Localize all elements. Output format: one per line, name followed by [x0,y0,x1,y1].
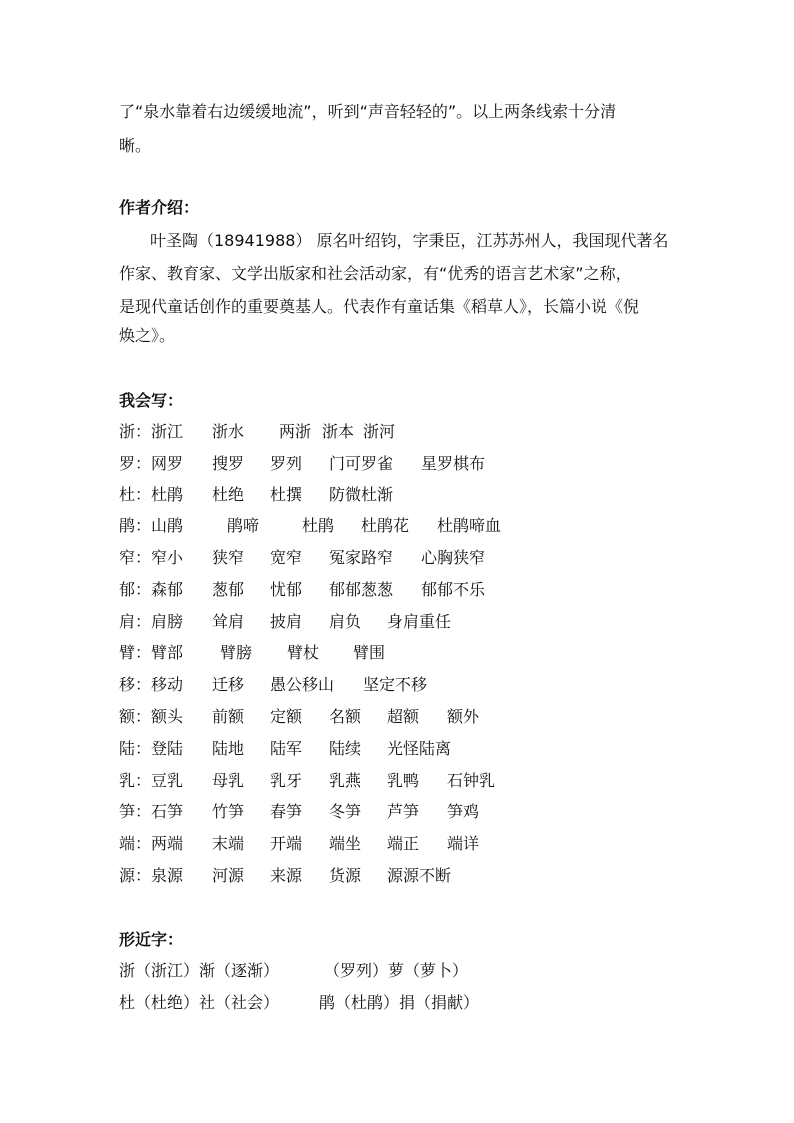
write-cell: 宽窄 [270,548,303,567]
write-cell: 两浙 [279,422,312,441]
author-line-1: 叶圣陶（18941988） 原名叶绍钧，字秉臣，江苏苏州人，我国现代著名 [150,231,669,250]
write-cell: 乳：豆乳 [119,771,184,790]
write-cell: 额外 [447,707,480,726]
write-cell: 忧郁 [270,580,303,599]
write-cell: 末端 [212,834,245,853]
write-cell: 搜罗 [212,454,245,473]
write-cell: 浙：浙江 [119,422,184,441]
write-cell: 陆军 [270,739,303,758]
write-cell: 石钟乳 [447,771,496,790]
author-line-2: 作家、教育家、文学出版家和社会活动家，有“优秀的语言艺术家”之称， [119,264,632,283]
write-cell: 臂：臂部 [119,643,184,662]
write-cell: 郁郁葱葱 [329,580,394,599]
write-cell: 杜鹃 [302,516,335,535]
write-cell: 端坐 [329,834,362,853]
write-heading: 我会写： [119,391,184,410]
write-cell: 浙本 [322,422,355,441]
write-cell: 臂围 [353,643,386,662]
write-cell: 额：额头 [119,707,184,726]
similar-cell: （罗列）萝（萝卜） [324,961,469,980]
write-cell: 鹃啼 [227,516,260,535]
similar-cell: 浙（浙江）渐（逐渐） [119,961,280,980]
write-cell: 货源 [329,866,362,885]
write-cell: 狭窄 [212,548,245,567]
write-cell: 身肩重任 [387,612,452,631]
write-cell: 杜鹃花 [361,516,410,535]
write-cell: 杜绝 [212,485,245,504]
write-cell: 肩负 [329,612,362,631]
write-cell: 陆地 [212,739,245,758]
write-cell: 罗：网罗 [119,454,184,473]
write-cell: 臂膀 [220,643,253,662]
write-cell: 星罗棋布 [421,454,486,473]
write-cell: 鹃：山鹃 [119,516,184,535]
write-cell: 笋鸡 [447,802,480,821]
write-cell: 端：两端 [119,834,184,853]
write-cell: 超额 [387,707,420,726]
write-cell: 竹笋 [212,802,245,821]
author-heading: 作者介绍： [119,198,200,217]
write-cell: 杜鹃啼血 [437,516,502,535]
write-cell: 门可罗雀 [329,454,394,473]
write-cell: 定额 [270,707,303,726]
write-cell: 来源 [270,866,303,885]
write-cell: 端详 [447,834,480,853]
write-cell: 杜：杜鹃 [119,485,184,504]
write-cell: 浙水 [212,422,245,441]
write-cell: 陆：登陆 [119,739,184,758]
write-cell: 防微杜渐 [329,485,394,504]
author-line-4: 焕之》。 [119,326,176,345]
write-cell: 坚定不移 [363,675,428,694]
write-cell: 光怪陆离 [387,739,452,758]
write-cell: 开端 [270,834,303,853]
author-line-3: 是现代童话创作的重要奠基人。代表作有童话集《稻草人》，长篇小说《倪 [119,297,640,316]
write-cell: 乳鸭 [387,771,420,790]
intro-line-1: 了“泉水靠着右边缓缓地流”，听到“声音轻轻的”。以上两条线索十分清 [119,102,617,121]
write-cell: 臂杖 [287,643,320,662]
write-cell: 窄：窄小 [119,548,184,567]
write-cell: 名额 [329,707,362,726]
write-cell: 浙河 [363,422,396,441]
write-cell: 乳燕 [329,771,362,790]
write-cell: 移：移动 [119,675,184,694]
write-cell: 迁移 [212,675,245,694]
write-cell: 罗列 [270,454,303,473]
write-cell: 愚公移山 [270,675,335,694]
write-cell: 源源不断 [387,866,452,885]
write-cell: 前额 [212,707,245,726]
similar-heading: 形近字： [119,930,184,949]
write-cell: 郁郁不乐 [421,580,486,599]
write-cell: 春笋 [270,802,303,821]
similar-cell: 杜（杜绝）社（社会） [119,993,280,1012]
write-cell: 葱郁 [212,580,245,599]
write-cell: 源：泉源 [119,866,184,885]
write-cell: 笋：石笋 [119,802,184,821]
write-cell: 披肩 [270,612,303,631]
intro-line-2: 晰。 [119,136,152,155]
write-cell: 陆续 [329,739,362,758]
write-cell: 河源 [212,866,245,885]
write-cell: 芦笋 [387,802,420,821]
write-cell: 心胸狭窄 [421,548,486,567]
write-cell: 肩：肩膀 [119,612,184,631]
write-cell: 郁：森郁 [119,580,184,599]
write-cell: 冤家路窄 [329,548,394,567]
write-cell: 端正 [387,834,420,853]
write-cell: 耸肩 [212,612,245,631]
write-cell: 乳牙 [270,771,303,790]
write-cell: 杜撰 [270,485,303,504]
write-cell: 冬笋 [329,802,362,821]
similar-cell: 鹃（杜鹃）捐（捐献） [319,993,480,1012]
write-cell: 母乳 [212,771,245,790]
